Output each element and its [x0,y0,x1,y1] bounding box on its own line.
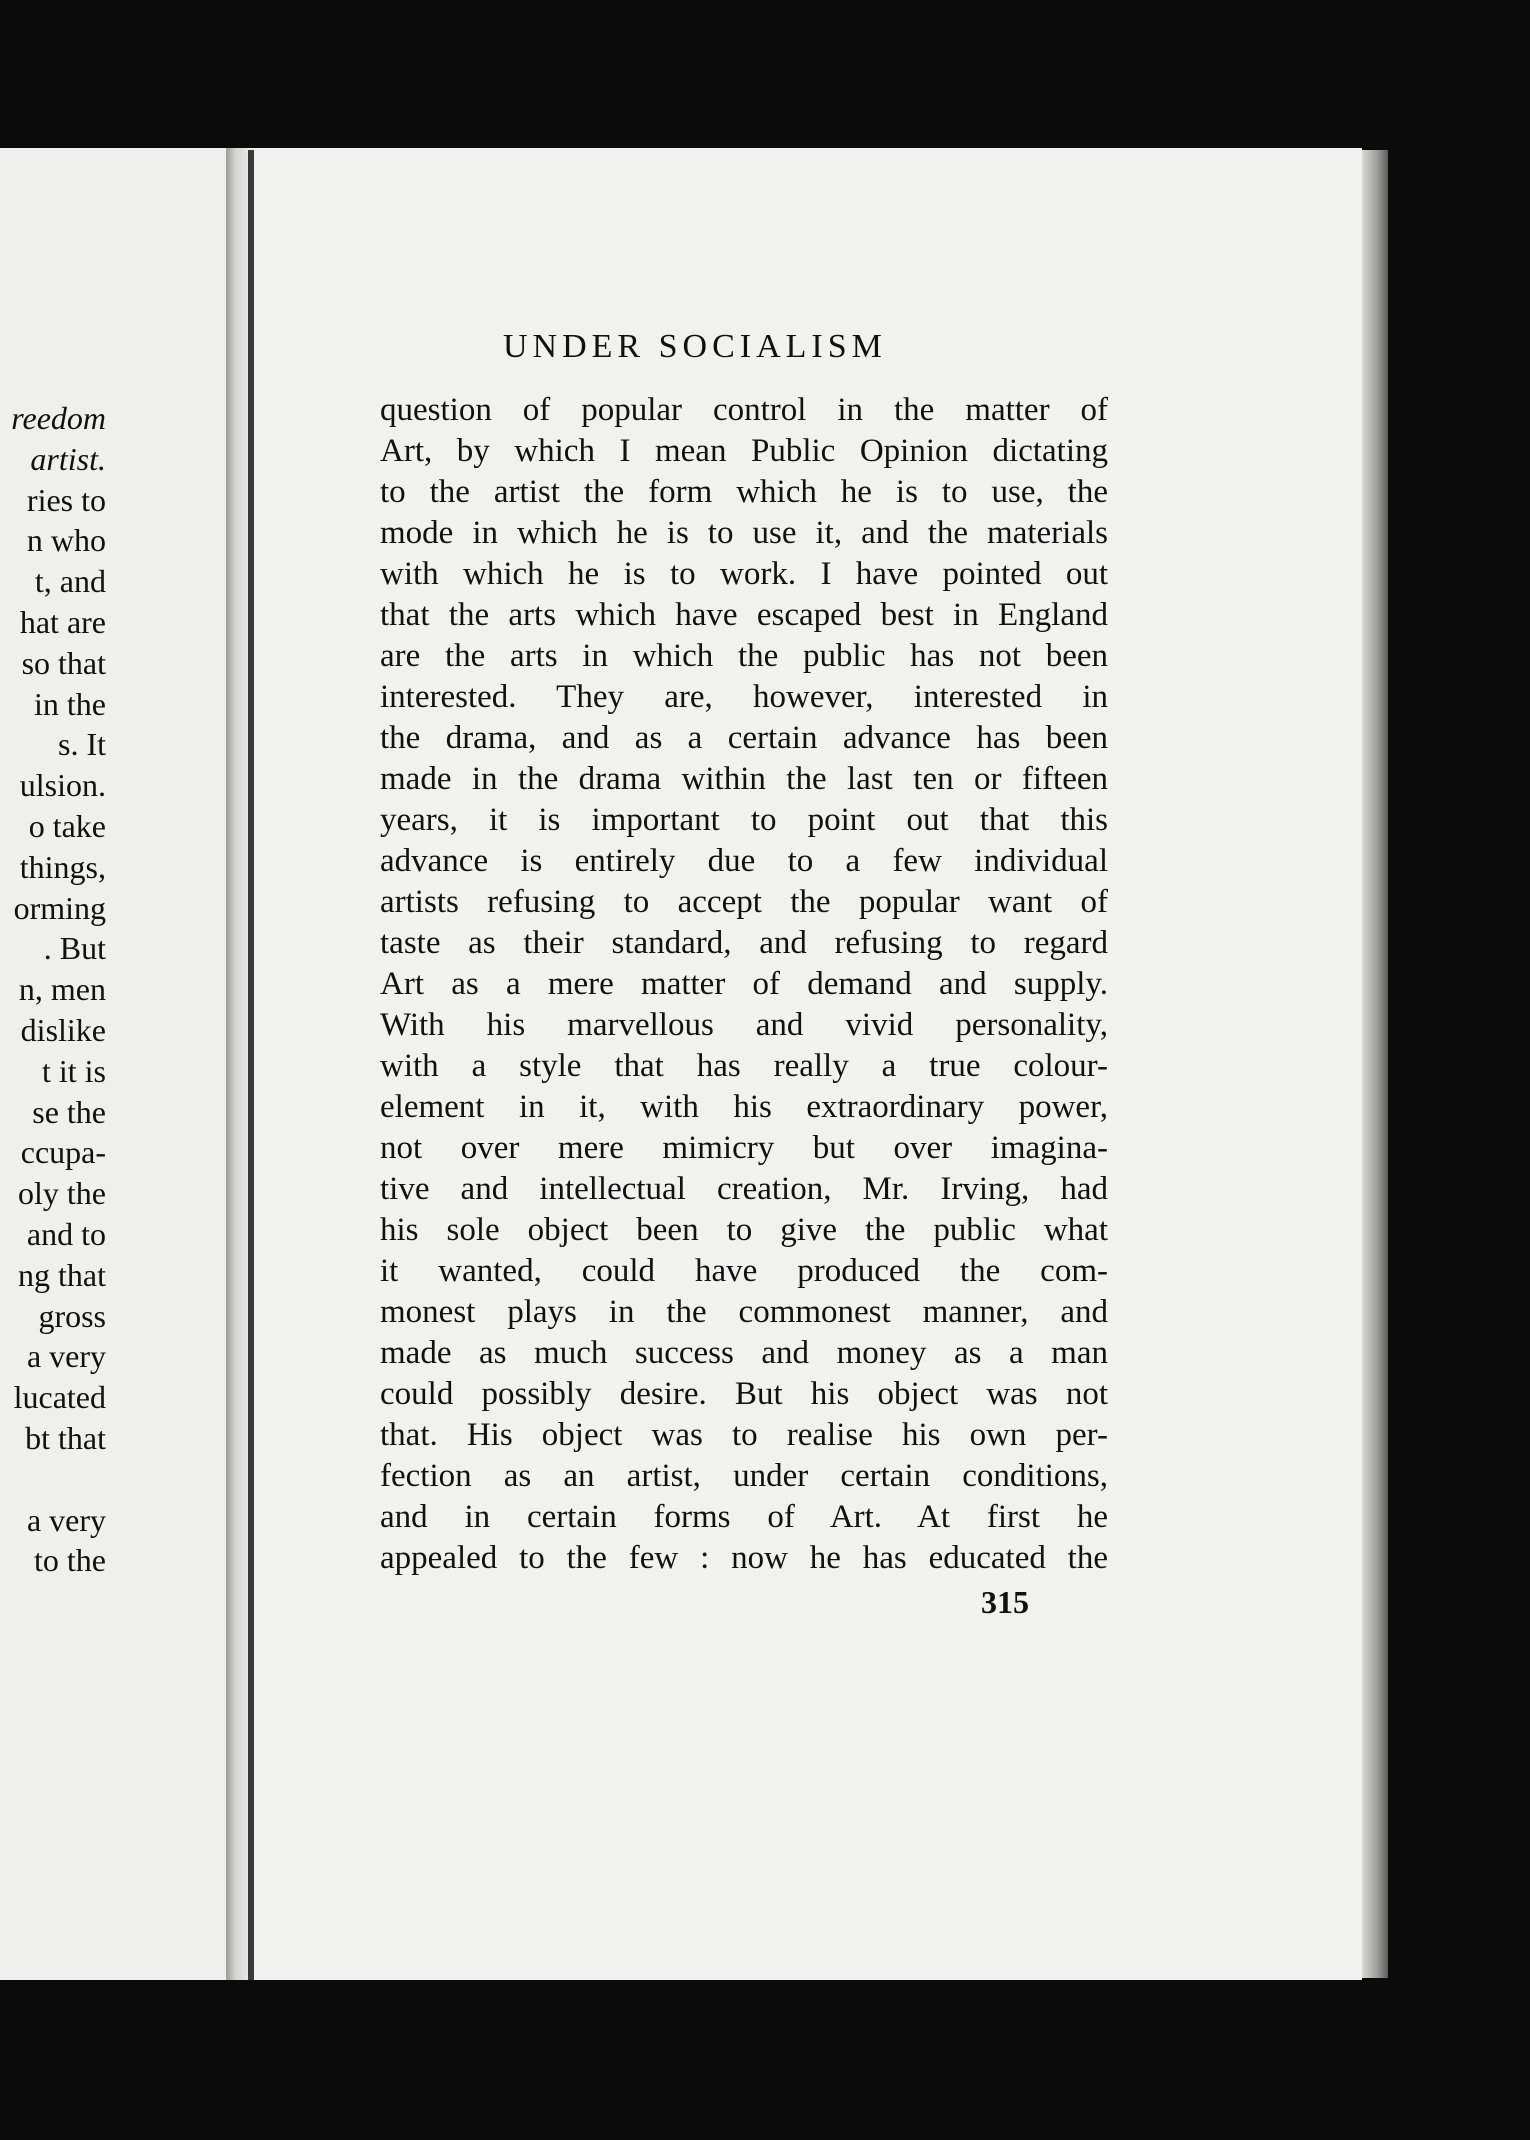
left-page-line: o take [28,807,106,844]
body-line: not over mere mimicry but over imagina- [380,1130,1108,1166]
left-page-line: t it is [41,1052,106,1089]
body-line: fection as an artist, under certain conditions, [380,1458,1108,1494]
left-page-line: a very [26,1338,106,1375]
body-line: it wanted, could have produced the com- [380,1253,1108,1289]
body-line: With his marvellous and vivid personality, [380,1007,1108,1043]
left-page-line: ng that [18,1256,106,1293]
body-line: mode in which he is to use it, and the materials [380,515,1108,551]
body-line: tive and intellectual creation, Mr. Irving, had [380,1171,1108,1207]
left-page-line: gross [38,1297,106,1334]
body-line: question of popular control in the matter of [380,392,1108,428]
body-line: Art, by which I mean Public Opinion dictating [380,433,1108,469]
left-page-line: artist. [30,440,106,477]
body-line: Art as a mere matter of demand and supply. [380,966,1108,1002]
left-page-text [0,398,106,1581]
left-page-line: lucated [13,1379,106,1416]
left-page-line: n who [26,522,106,559]
left-page-line: ries to [26,481,106,518]
left-page-line: s. It [58,726,106,763]
body-line: made in the drama within the last ten or fifteen [380,761,1108,797]
body-line: with a style that has really a true colour- [380,1048,1108,1084]
body-line: made as much success and money as a man [380,1335,1108,1371]
running-head: UNDER SOCIALISM [503,328,887,365]
body-line: his sole object been to give the public what [380,1212,1108,1248]
left-page-line: n, men [18,971,106,1008]
left-page-line: and to [26,1215,106,1252]
left-page-line: ccupa- [20,1134,106,1171]
left-page-line: hat are [19,603,106,640]
left-page-line: a very [26,1501,106,1538]
left-page-line: . But [43,930,106,967]
body-line: monest plays in the commonest manner, and [380,1294,1108,1330]
left-page-line: things, [19,848,106,885]
body-line: and in certain forms of Art. At first he [380,1499,1108,1535]
left-page-line: so that [21,644,106,681]
body-line: years, it is important to point out that this [380,802,1108,838]
left-page-line: to the [34,1542,106,1579]
body-line: appealed to the few : now he has educated the [380,1540,1108,1576]
left-page-line: in the [34,685,106,722]
page-body-text [380,390,1108,1579]
left-page-line [0,1459,106,1500]
left-page-line: t, and [34,563,106,600]
page-number: 315 [981,1584,1029,1620]
left-page-line: orming [13,889,106,926]
left-page-line: reedom [11,400,106,436]
page-edge [1362,150,1388,1978]
left-page-line: ulsion. [19,767,106,804]
body-line: element in it, with his extraordinary power, [380,1089,1108,1125]
left-page-line: bt that [25,1419,106,1456]
body-line: that the arts which have escaped best in England [380,597,1108,633]
body-line: that. His object was to realise his own per- [380,1417,1108,1453]
left-page-line: dislike [20,1011,106,1048]
left-page-line: oly the [18,1175,106,1212]
body-line: taste as their standard, and refusing to regard [380,925,1108,961]
body-line: artists refusing to accept the popular want of [380,884,1108,920]
left-page-line: se the [32,1093,106,1130]
body-line: are the arts in which the public has not been [380,638,1108,674]
body-line: to the artist the form which he is to use, the [380,474,1108,510]
body-line: with which he is to work. I have pointed out [380,556,1108,592]
body-line: the drama, and as a certain advance has been [380,720,1108,756]
body-line: could possibly desire. But his object was not [380,1376,1108,1412]
body-line: advance is entirely due to a few individual [380,843,1108,879]
left-facing-page [0,148,226,1980]
body-line: interested. They are, however, interested in [380,679,1108,715]
